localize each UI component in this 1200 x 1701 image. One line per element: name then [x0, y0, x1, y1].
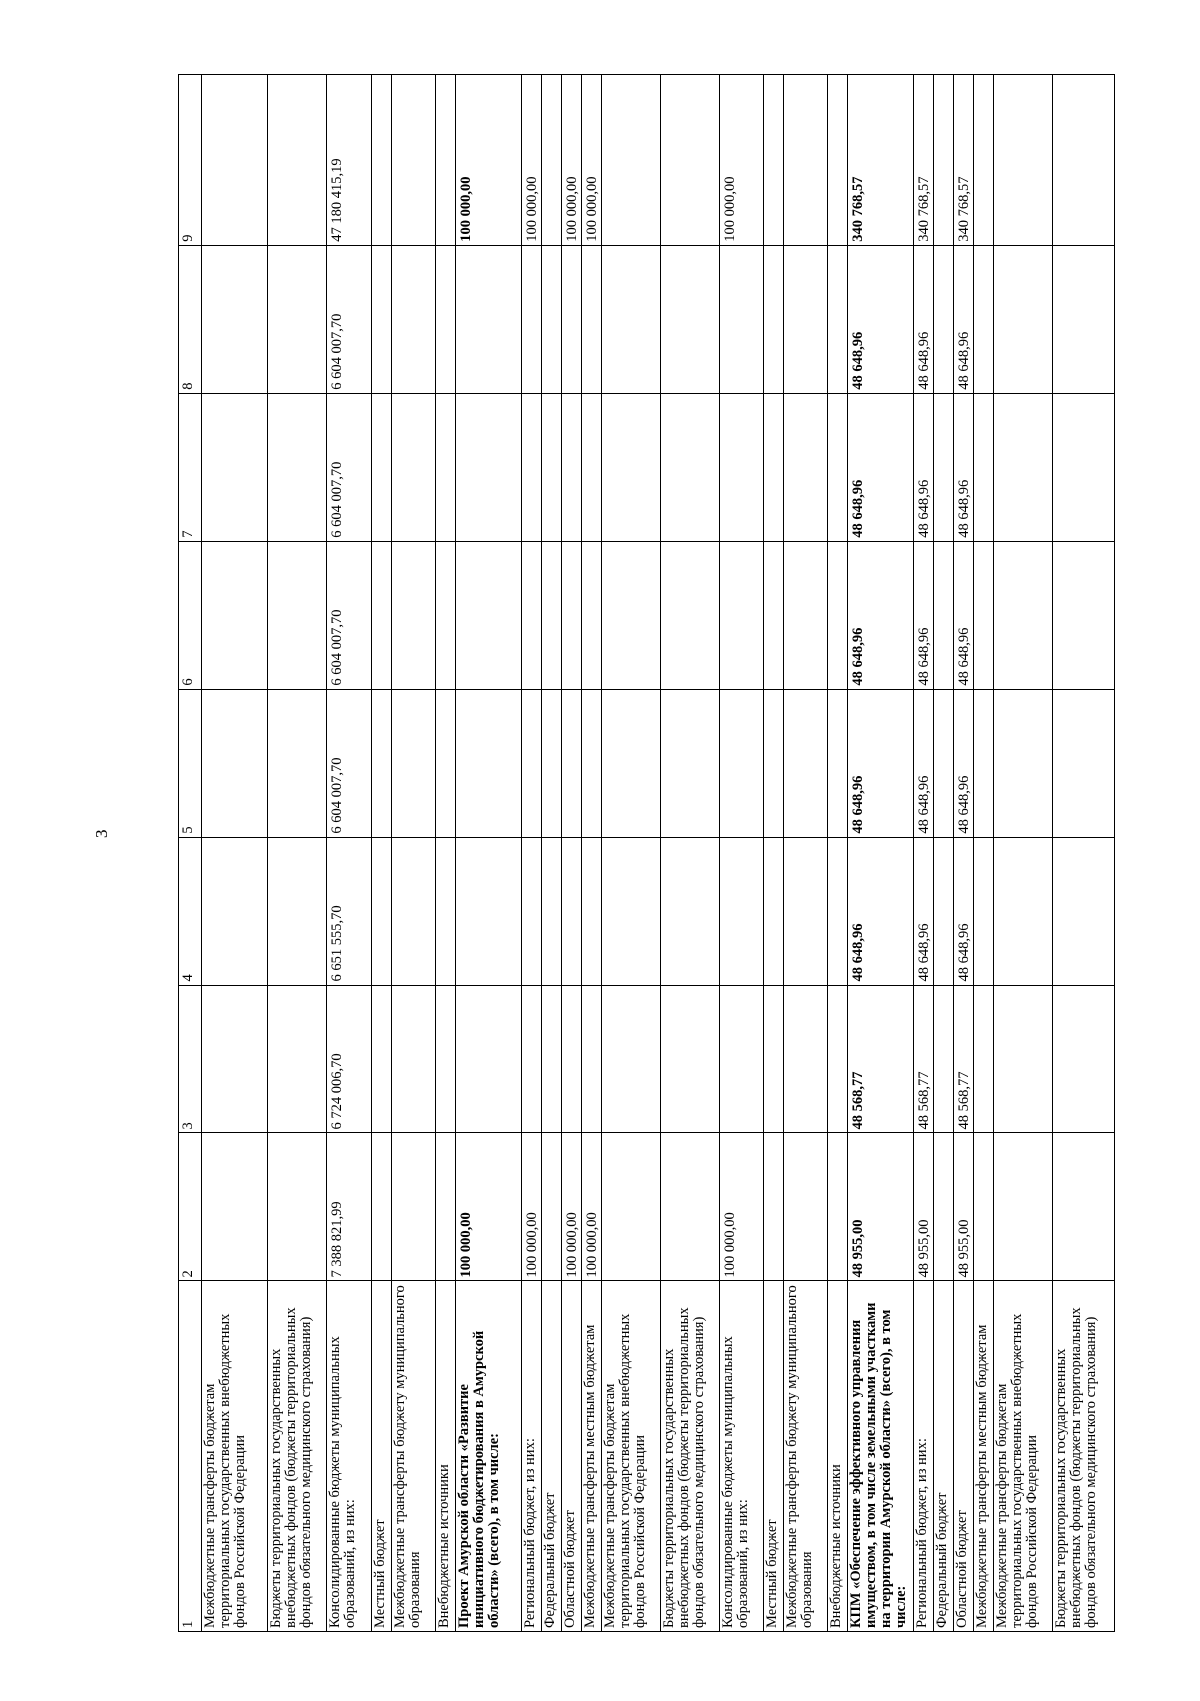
value-cell [602, 985, 661, 1133]
value-cell [764, 393, 784, 541]
value-cell: 100 000,00 [562, 1133, 582, 1281]
row-label-cell: Областной бюджет [562, 1281, 582, 1632]
value-cell [456, 393, 522, 541]
value-cell [602, 393, 661, 541]
row-label-cell: Федеральный бюджет [542, 1281, 562, 1632]
value-cell [784, 541, 828, 689]
value-cell [764, 75, 784, 246]
value-cell [974, 393, 994, 541]
row-label-cell: Проект Амурской области «Развитие инициативного бюджетирования в Амурской области» (всего), в том числе: [456, 1281, 522, 1632]
value-cell [392, 1133, 436, 1281]
value-cell [392, 393, 436, 541]
value-cell: 48 648,96 [954, 245, 974, 393]
value-cell [372, 393, 392, 541]
value-cell [372, 689, 392, 837]
value-cell [392, 689, 436, 837]
value-cell [974, 689, 994, 837]
value-cell [562, 985, 582, 1133]
value-cell [522, 245, 542, 393]
value-cell: 6 604 007,70 [327, 393, 372, 541]
row-label-cell: Региональный бюджет, из них: [914, 1281, 934, 1632]
value-cell [661, 75, 720, 246]
value-cell: 48 648,96 [914, 541, 934, 689]
value-cell [934, 1133, 954, 1281]
value-cell [436, 1133, 456, 1281]
budget-table [178, 74, 1115, 1632]
value-cell [202, 541, 268, 689]
value-cell: 6 651 555,70 [327, 837, 372, 985]
table-header-row [179, 75, 202, 1632]
value-cell [661, 985, 720, 1133]
value-cell [456, 245, 522, 393]
table-row [764, 75, 784, 1632]
value-cell: 48 648,96 [954, 837, 974, 985]
value-cell [372, 1133, 392, 1281]
value-cell [562, 689, 582, 837]
table-row [720, 75, 764, 1632]
table-row [602, 75, 661, 1632]
value-cell [1053, 541, 1115, 689]
value-cell [974, 1133, 994, 1281]
value-cell [436, 75, 456, 246]
value-cell [602, 75, 661, 246]
page-number: 3 [92, 829, 111, 838]
value-cell [994, 689, 1053, 837]
value-cell: 48 648,96 [848, 541, 914, 689]
row-label-cell: Внебюджетные источники [436, 1281, 456, 1632]
value-cell [661, 689, 720, 837]
value-cell: 48 568,77 [848, 985, 914, 1133]
value-cell [562, 393, 582, 541]
value-cell [392, 245, 436, 393]
row-label-cell: КПМ «Обеспечение эффективного управления имуществом, в том числе земельными участками на территории Амурской области» (всего), в том числе: [848, 1281, 914, 1632]
value-cell [392, 75, 436, 246]
row-label-cell: Консолидированные бюджеты муниципальных образований, из них: [327, 1281, 372, 1632]
value-cell [934, 985, 954, 1133]
table-row [1053, 75, 1115, 1632]
value-cell [934, 837, 954, 985]
value-cell [784, 75, 828, 246]
row-label-cell: Межбюджетные трансферты бюджетам территориальных государственных внебюджетных фондов Российской Федерации [202, 1281, 268, 1632]
value-cell: 48 648,96 [954, 393, 974, 541]
value-cell: 48 648,96 [954, 689, 974, 837]
value-cell [542, 75, 562, 246]
row-label-cell: Межбюджетные трансферты местным бюджетам [582, 1281, 602, 1632]
value-cell [784, 393, 828, 541]
value-cell [974, 541, 994, 689]
value-cell [436, 985, 456, 1133]
value-cell [268, 837, 327, 985]
table-body [202, 75, 1115, 1632]
value-cell [828, 75, 848, 246]
value-cell [542, 245, 562, 393]
header-col-4: 4 [179, 837, 202, 985]
value-cell [764, 837, 784, 985]
table-row [954, 75, 974, 1632]
table-row [784, 75, 828, 1632]
row-label-cell: Областной бюджет [954, 1281, 974, 1632]
value-cell: 340 768,57 [914, 75, 934, 246]
value-cell [784, 837, 828, 985]
value-cell [436, 541, 456, 689]
value-cell [202, 689, 268, 837]
value-cell [720, 245, 764, 393]
row-label-cell: Межбюджетные трансферты местным бюджетам [974, 1281, 994, 1632]
value-cell [784, 985, 828, 1133]
value-cell [202, 75, 268, 246]
table-row [436, 75, 456, 1632]
value-cell: 48 648,96 [848, 393, 914, 541]
value-cell [602, 689, 661, 837]
value-cell [784, 1133, 828, 1281]
value-cell: 48 648,96 [848, 689, 914, 837]
row-label-cell: Местный бюджет [372, 1281, 392, 1632]
value-cell [974, 75, 994, 246]
value-cell: 100 000,00 [720, 75, 764, 246]
value-cell [372, 75, 392, 246]
header-col-7: 7 [179, 393, 202, 541]
value-cell: 6 604 007,70 [327, 541, 372, 689]
value-cell [522, 393, 542, 541]
value-cell [562, 541, 582, 689]
value-cell: 340 768,57 [848, 75, 914, 246]
value-cell [934, 75, 954, 246]
value-cell [828, 1133, 848, 1281]
value-cell [994, 541, 1053, 689]
value-cell [602, 541, 661, 689]
table-row [542, 75, 562, 1632]
value-cell [436, 689, 456, 837]
row-label-cell: Бюджеты территориальных государственных внебюджетных фондов (бюджеты территориальных фондов обязательного медицинского страхования) [661, 1281, 720, 1632]
value-cell [202, 393, 268, 541]
value-cell [268, 689, 327, 837]
value-cell: 48 648,96 [914, 689, 934, 837]
value-cell [202, 1133, 268, 1281]
header-col-9: 9 [179, 75, 202, 246]
value-cell: 100 000,00 [582, 75, 602, 246]
value-cell [392, 837, 436, 985]
row-label-cell: Межбюджетные трансферты бюджетам территориальных государственных внебюджетных фондов Российской Федерации [602, 1281, 661, 1632]
value-cell [720, 689, 764, 837]
value-cell: 100 000,00 [562, 75, 582, 246]
table-row [522, 75, 542, 1632]
value-cell [1053, 393, 1115, 541]
value-cell [456, 541, 522, 689]
value-cell: 48 568,77 [914, 985, 934, 1133]
header-col-2: 2 [179, 1133, 202, 1281]
value-cell [994, 837, 1053, 985]
value-cell [934, 541, 954, 689]
value-cell [436, 393, 456, 541]
value-cell [828, 689, 848, 837]
value-cell [994, 985, 1053, 1133]
header-col-6: 6 [179, 541, 202, 689]
value-cell [602, 245, 661, 393]
table-row [661, 75, 720, 1632]
value-cell [372, 985, 392, 1133]
table-row [994, 75, 1053, 1632]
value-cell [934, 393, 954, 541]
value-cell [1053, 245, 1115, 393]
value-cell: 48 955,00 [954, 1133, 974, 1281]
table-row [456, 75, 522, 1632]
value-cell [582, 393, 602, 541]
header-col-3: 3 [179, 985, 202, 1133]
value-cell [764, 689, 784, 837]
table-row [372, 75, 392, 1632]
value-cell [582, 985, 602, 1133]
value-cell: 100 000,00 [456, 1133, 522, 1281]
value-cell [934, 245, 954, 393]
table-row [828, 75, 848, 1632]
value-cell [268, 393, 327, 541]
row-label-cell: Федеральный бюджет [934, 1281, 954, 1632]
value-cell [542, 541, 562, 689]
table-row [848, 75, 914, 1632]
value-cell [974, 245, 994, 393]
value-cell [1053, 689, 1115, 837]
value-cell [602, 1133, 661, 1281]
value-cell [522, 985, 542, 1133]
value-cell: 48 648,96 [914, 245, 934, 393]
table-row [327, 75, 372, 1632]
value-cell [661, 393, 720, 541]
value-cell [661, 837, 720, 985]
value-cell [456, 985, 522, 1133]
value-cell [582, 245, 602, 393]
value-cell [994, 75, 1053, 246]
value-cell [720, 393, 764, 541]
value-cell: 6 604 007,70 [327, 689, 372, 837]
value-cell [268, 1133, 327, 1281]
row-label-cell: Межбюджетные трансферты бюджету муниципального образования [784, 1281, 828, 1632]
value-cell [456, 837, 522, 985]
value-cell [522, 689, 542, 837]
row-label-cell: Региональный бюджет, из них: [522, 1281, 542, 1632]
table-row [914, 75, 934, 1632]
value-cell [661, 245, 720, 393]
value-cell [202, 985, 268, 1133]
value-cell: 48 648,96 [848, 245, 914, 393]
value-cell [974, 985, 994, 1133]
value-cell [542, 985, 562, 1133]
value-cell [562, 837, 582, 985]
value-cell [582, 837, 602, 985]
table-row [202, 75, 268, 1632]
value-cell [268, 245, 327, 393]
value-cell [764, 1133, 784, 1281]
value-cell: 6 724 006,70 [327, 985, 372, 1133]
value-cell [1053, 985, 1115, 1133]
value-cell [974, 837, 994, 985]
value-cell [542, 689, 562, 837]
value-cell [661, 1133, 720, 1281]
value-cell [602, 837, 661, 985]
value-cell [994, 393, 1053, 541]
value-cell [436, 837, 456, 985]
value-cell [582, 541, 602, 689]
row-label-cell: Консолидированные бюджеты муниципальных образований, из них: [720, 1281, 764, 1632]
value-cell [542, 837, 562, 985]
value-cell [720, 541, 764, 689]
value-cell: 47 180 415,19 [327, 75, 372, 246]
table-row [392, 75, 436, 1632]
value-cell [202, 837, 268, 985]
value-cell [202, 245, 268, 393]
value-cell: 100 000,00 [456, 75, 522, 246]
table-row [268, 75, 327, 1632]
value-cell [542, 1133, 562, 1281]
row-label-cell: Межбюджетные трансферты бюджетам территориальных государственных внебюджетных фондов Российской Федерации [994, 1281, 1053, 1632]
row-label-cell: Внебюджетные источники [828, 1281, 848, 1632]
value-cell [542, 393, 562, 541]
table-row [974, 75, 994, 1632]
header-col-5: 5 [179, 689, 202, 837]
value-cell [764, 245, 784, 393]
value-cell: 100 000,00 [720, 1133, 764, 1281]
value-cell: 48 648,96 [914, 837, 934, 985]
value-cell: 48 568,77 [954, 985, 974, 1133]
header-col-1: 1 [179, 1281, 202, 1632]
value-cell: 48 648,96 [954, 541, 974, 689]
value-cell [764, 985, 784, 1133]
value-cell: 48 955,00 [914, 1133, 934, 1281]
row-label-cell: Местный бюджет [764, 1281, 784, 1632]
value-cell [268, 985, 327, 1133]
value-cell [436, 245, 456, 393]
value-cell: 7 388 821,99 [327, 1133, 372, 1281]
value-cell [1053, 75, 1115, 246]
value-cell [764, 541, 784, 689]
row-label-cell: Бюджеты территориальных государственных внебюджетных фондов (бюджеты территориальных фондов обязательного медицинского страхования) [268, 1281, 327, 1632]
value-cell [784, 689, 828, 837]
value-cell: 100 000,00 [582, 1133, 602, 1281]
value-cell [268, 541, 327, 689]
table-row [934, 75, 954, 1632]
value-cell [372, 837, 392, 985]
value-cell [784, 245, 828, 393]
value-cell [934, 689, 954, 837]
value-cell [828, 985, 848, 1133]
value-cell [392, 985, 436, 1133]
value-cell: 100 000,00 [522, 1133, 542, 1281]
header-col-8: 8 [179, 245, 202, 393]
value-cell [562, 245, 582, 393]
value-cell [372, 245, 392, 393]
value-cell [720, 985, 764, 1133]
value-cell [828, 245, 848, 393]
value-cell [268, 75, 327, 246]
row-label-cell: Бюджеты территориальных государственных внебюджетных фондов (бюджеты территориальных фондов обязательного медицинского страхования) [1053, 1281, 1115, 1632]
value-cell [994, 245, 1053, 393]
value-cell [1053, 837, 1115, 985]
value-cell [828, 541, 848, 689]
value-cell: 48 648,96 [914, 393, 934, 541]
rotated-page-content [178, 74, 1115, 1632]
value-cell [392, 541, 436, 689]
value-cell [1053, 1133, 1115, 1281]
value-cell [994, 1133, 1053, 1281]
value-cell [522, 837, 542, 985]
value-cell [828, 393, 848, 541]
table-row [562, 75, 582, 1632]
value-cell [456, 689, 522, 837]
value-cell: 48 955,00 [848, 1133, 914, 1281]
value-cell [720, 837, 764, 985]
value-cell: 6 604 007,70 [327, 245, 372, 393]
value-cell [661, 541, 720, 689]
value-cell: 340 768,57 [954, 75, 974, 246]
value-cell: 100 000,00 [522, 75, 542, 246]
value-cell [582, 689, 602, 837]
value-cell [828, 837, 848, 985]
value-cell: 48 648,96 [848, 837, 914, 985]
value-cell [522, 541, 542, 689]
value-cell [372, 541, 392, 689]
table-row [582, 75, 602, 1632]
row-label-cell: Межбюджетные трансферты бюджету муниципального образования [392, 1281, 436, 1632]
